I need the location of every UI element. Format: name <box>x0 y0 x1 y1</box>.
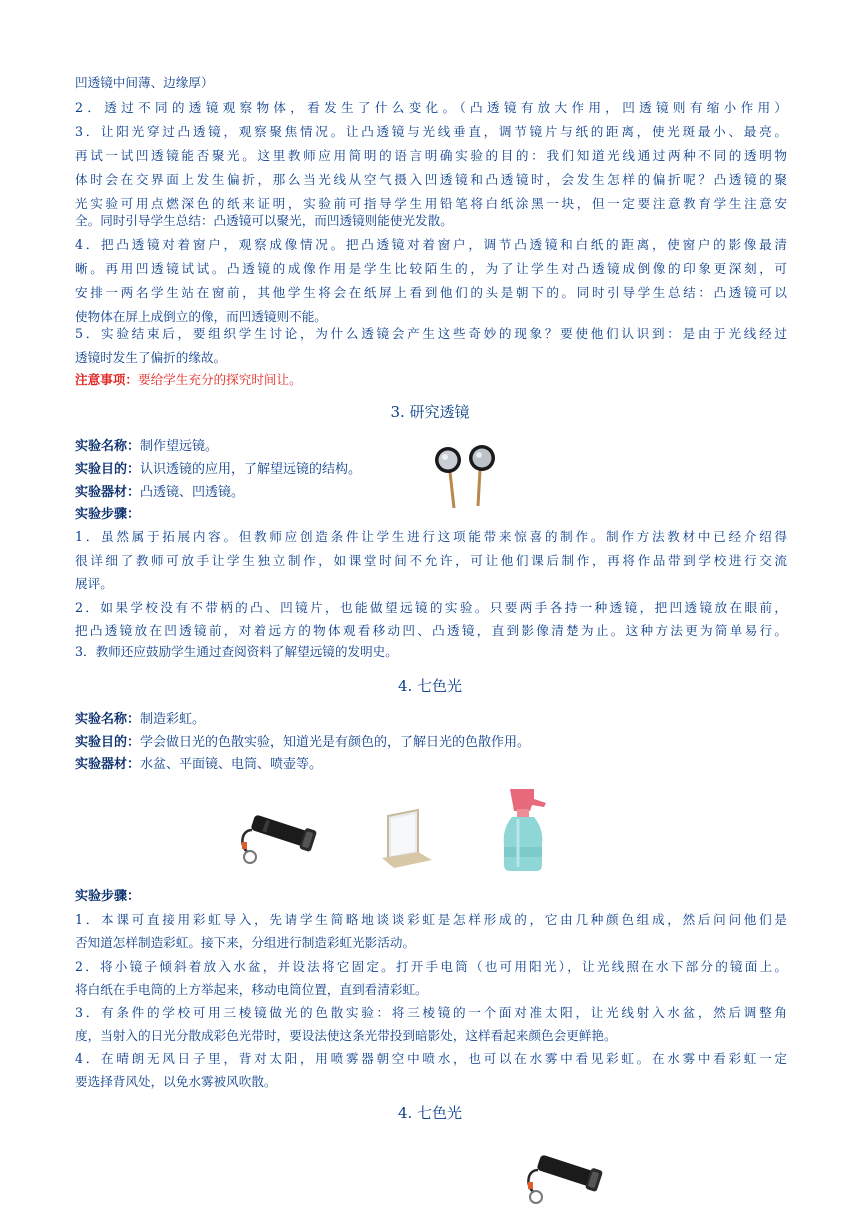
experiment-equipment <box>75 753 322 776</box>
text-line: 4．在晴朗无风日子里，背对太阳，用喷雾器朝空中喷水，也可以在水雾中看见彩虹。在水雾中看彩虹一定 <box>75 1051 787 1066</box>
experiment-goal <box>75 458 361 481</box>
field-label: 实验步骤： <box>75 889 141 904</box>
text-line: 否知道怎样制造彩虹。接下来，分组进行制造彩虹光影活动。 <box>75 935 416 950</box>
note-label: 注意事项： <box>75 372 138 387</box>
text-line: 3．教师还应鼓励学生通过查阅资料了解望远镜的发明史。 <box>75 644 398 659</box>
text-line: 2．透过不同的透镜观察物体，看发生了什么变化。（凸透镜有放大作用，凹透镜则有缩小作用） <box>75 100 787 115</box>
experiment-steps-label <box>75 885 140 908</box>
section-heading: 4. 七色光 <box>397 677 463 695</box>
text-line: 把凸透镜放在凹透镜前，对着远方的物体观看移动凹、凸透镜，直到影像清楚为止。这种方法更为简单易行。 <box>75 623 787 638</box>
text-line: 晰。再用凹透镜试试。凸透镜的成像作用是学生比较陌生的，为了让学生对凸透镜成倒像的印象更深刻，可 <box>75 261 787 276</box>
lenses-image <box>430 442 502 510</box>
text-line: 2．如果学校没有不带柄的凸、凹镜片，也能做望远镜的实验。只要两手各持一种透镜，把凹透镜放在眼前， <box>75 600 787 615</box>
text-line: 全。同时引导学生总结：凸透镜可以聚光，而凹透镜则能使光发散。 <box>75 213 453 228</box>
text-line: 体时会在交界面上发生偏折，那么当光线从空气摄入凹透镜和凸透镜时，会发生怎样的偏折呢？凸透镜的聚 <box>75 172 787 187</box>
experiment-steps-label <box>75 503 140 526</box>
field-value: 学会做日光的色散实验，知道光是有颜色的，了解日光的色散作用。 <box>140 735 531 750</box>
mirror-image <box>378 808 438 870</box>
text-line: 再试一试凹透镜能否聚光。这里教师应用简明的语言明确实验的目的：我们知道光线通过两种不同的透明物 <box>75 148 787 163</box>
field-value: 制造彩虹。 <box>140 712 206 727</box>
text-line: 度，当射入的日光分散成彩色光带时，要设法使这条光带投到暗影处，这样看起来颜色会更鲜艳。 <box>75 1028 617 1043</box>
field-value: 凸透镜、凹透镜。 <box>140 485 245 500</box>
field-label: 实验步骤： <box>75 507 141 522</box>
note-text: 要给学生充分的探究时间让。 <box>137 372 302 387</box>
text-line: 3．让阳光穿过凸透镜，观察聚焦情况。让凸透镜与光线垂直，调节镜片与纸的距离，使光斑最小、最亮。 <box>75 124 787 139</box>
text-line: 很详细了教师可放手让学生独立制作，如课堂时间不允许，可让他们课后制作，再将作品带到学校进行交流 <box>75 553 787 568</box>
flashlight-image <box>518 1140 608 1217</box>
text-line: 透镜时发生了偏折的缘故。 <box>75 350 227 365</box>
experiment-name <box>75 435 218 458</box>
field-value: 水盆、平面镜、电筒、喷壶等。 <box>140 757 323 772</box>
field-label: 实验器材： <box>75 757 141 772</box>
text-line: 3．有条件的学校可用三棱镜做光的色散实验：将三棱镜的一个面对准太阳，让光线射入水盆，然后调整角 <box>75 1005 787 1020</box>
experiment-name <box>75 708 205 731</box>
section-heading: 3. 研究透镜 <box>390 403 470 421</box>
text-line: 展评。 <box>75 576 113 591</box>
field-label: 实验器材： <box>75 485 141 500</box>
text-line: 凹透镜中间薄、边缘厚） <box>75 75 214 90</box>
flashlight-image <box>232 800 322 870</box>
text-line: 2．将小镜子倾斜着放入水盆，并设法将它固定。打开手电筒（也可用阳光），让光线照在水下部分的镜面上。 <box>75 959 787 974</box>
experiment-goal <box>75 731 530 754</box>
spray-bottle-image <box>490 785 556 873</box>
text-line: 安排一两名学生站在窗前，其他学生将会在纸屏上看到他们的头是朝下的。同时引导学生总结：凸透镜可以 <box>75 285 787 300</box>
note-line <box>75 368 787 391</box>
field-value: 认识透镜的应用，了解望远镜的结构。 <box>140 462 362 477</box>
text-line: 使物体在屏上成倒立的像，而凹透镜则不能。 <box>75 309 327 324</box>
text-line: 1．本课可直接用彩虹导入，先请学生简略地谈谈彩虹是怎样形成的，它由几种颜色组成，然后问问他们是 <box>75 912 787 927</box>
text-line: 光实验可用点燃深色的纸来证明，实验前可指导学生用铅笔将白纸涂黑一块，但一定要注意教育学生注意安 <box>75 196 787 211</box>
text-line: 4．把凸透镜对着窗户，观察成像情况。把凸透镜对着窗户，调节凸透镜和白纸的距离，使窗户的影像最清 <box>75 237 787 252</box>
text-line: 要选择背风处，以免水雾被风吹散。 <box>75 1074 277 1089</box>
section-heading: 4. 七色光 <box>397 1104 463 1122</box>
field-value: 制作望远镜。 <box>140 439 219 454</box>
field-label: 实验名称： <box>75 439 141 454</box>
text-line: 1．虽然属于拓展内容。但教师应创造条件让学生进行这项能带来惊喜的制作。制作方法教材中已经介绍得 <box>75 529 787 544</box>
field-label: 实验目的： <box>75 462 141 477</box>
field-label: 实验目的： <box>75 735 141 750</box>
experiment-equipment <box>75 481 244 504</box>
text-line: 将白纸在手电筒的上方举起来，移动电筒位置，直到看清彩虹。 <box>75 982 428 997</box>
field-label: 实验名称： <box>75 712 141 727</box>
text-line: 5．实验结束后，要组织学生讨论，为什么透镜会产生这些奇妙的现象？要使他们认识到：是由于光线经过 <box>75 326 787 341</box>
